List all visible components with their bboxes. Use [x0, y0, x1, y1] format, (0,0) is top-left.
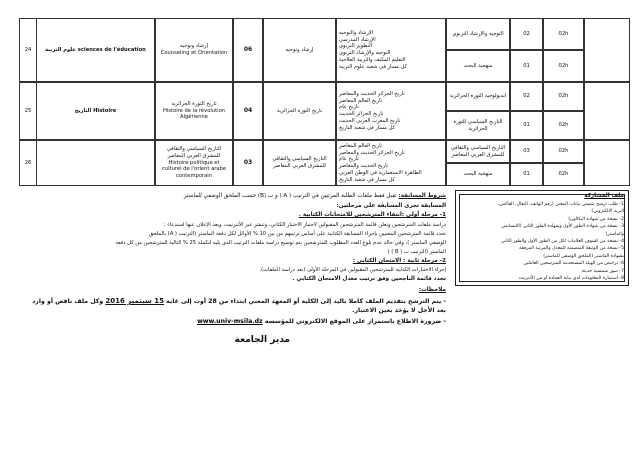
test-coef-cell: [510, 140, 543, 163]
test-name: ايديولوجية الثورة الجزائرية: [449, 93, 507, 100]
test-name-cell: [446, 82, 510, 111]
application-file-item: بشهادة الماستر (الملحق الوصفي للماستر): [543, 253, 624, 259]
test-duration: 02h: [558, 30, 569, 37]
conditions-title: شروط المسابقة:: [398, 193, 446, 199]
application-file-box: [455, 190, 629, 286]
test-name-cell: [446, 111, 510, 140]
row-number-cell: [19, 140, 37, 186]
test-duration-cell: [543, 140, 584, 163]
note-1-line: [32, 297, 446, 305]
test-duration-cell: [543, 18, 584, 50]
subject-item: تاريخ عام: [339, 156, 359, 163]
test-duration: 02h: [558, 171, 569, 178]
test-duration: 02h: [558, 62, 569, 69]
test-name: التاريخ السياسي والثقافي للمشرق العربي المعاصر: [450, 144, 506, 158]
row-number: 25: [24, 107, 32, 114]
test-name-cell: [446, 18, 510, 50]
stage1-line-1: دراسة ملفات المترشحين وتعلن قائمة المترشحين المقبولين لاجتياز الاختبار الكتابي، وتنشر عبر الأنترنيت، ويعد الإعلان عنها استدعاء :: [163, 222, 446, 228]
test-coef-cell: [510, 18, 543, 50]
application-file-item: 8- استمارة المعلومات لدى نيابة العمادة أو من الأنترنيت: [518, 276, 624, 281]
specialty-ar: إرشاد وتوجيه: [179, 43, 208, 50]
row-number: 24: [24, 46, 32, 53]
subject-item: تاريخ الجزائر الحديث: [339, 111, 384, 117]
note-1-continued: بعد الأجل لا يؤخذ بعين الاعتبار.: [352, 307, 446, 314]
application-file-item: 4- نسخة من كشوف العلامات لكل من الطور الأول والطور الثاني: [501, 239, 624, 244]
places-count: 04: [243, 107, 253, 115]
subject-item: تاريخ عام: [339, 104, 359, 111]
application-file-item: 3- نسخة من شهادة الطور الأول وشهادة الطور الثاني (الليسانس: [501, 224, 624, 230]
places-cell: [233, 18, 263, 82]
subjects-cell: [336, 18, 446, 82]
row-number-cell: [19, 18, 37, 82]
subject-item: تاريخ الجزائر الحديث والمعاصر: [339, 90, 405, 97]
master-name: إرشاد وتوجيه: [285, 46, 314, 53]
stage2-body: إجراء الاختبارات الكتابية للمترشحين المقبولين في المرحلة الأولى (بعد دراسة الملفات).: [259, 267, 446, 273]
subjects-cell: [336, 140, 446, 186]
subject-item: تاريخ المغرب العربي الحديث: [339, 117, 401, 124]
test-duration-cell: [543, 111, 584, 140]
test-coef: 02: [523, 30, 530, 37]
right-margin-cell: [584, 18, 630, 82]
subject-item: كل مسار في شعبة التاريخ: [339, 124, 395, 131]
test-coef: 01: [523, 171, 530, 178]
test-name-cell: [446, 140, 510, 163]
test-name: منهجية البحث: [463, 171, 493, 178]
website-link[interactable]: www.univ-msila.dz: [197, 318, 263, 325]
test-coef-cell: [510, 163, 543, 186]
test-coef-cell: [510, 50, 543, 82]
stage1-line-4: الماستر (الترتيب ب ( B ) ): [387, 249, 446, 255]
master-name: تاريخ الثورة الجزائرية: [276, 107, 323, 114]
domain-cell: [37, 18, 155, 82]
ranking-note: تحدد قائمة الناجحين وفق ترتيب معدل الامتحان الكتابي .: [292, 276, 446, 282]
application-file-item: 6- ترخيص من الهيئة المستخدمة للمترشحين العاملين: [523, 261, 624, 267]
application-file-item: 5- نسخة من الوثيقة المتضمنة للمعدل والمرتبة المرفقة: [519, 246, 624, 252]
subject-item: التعليم المكيف والتربية العلاجية: [339, 56, 406, 63]
specialty-ar: تاريخ الثورة الجزائرية: [171, 100, 217, 107]
stage1-line-2: تحدد قائمة المترشحين المعنيين بإجراء المسابقة الكتابية على أساس ترتيبهم من بين 10 % الأوائل لكل دفعة الماستر (الترتيب ( A) بالملحق: [149, 231, 446, 237]
conditions-line: [184, 193, 446, 199]
subject-item: الإرشاد المدرسي: [339, 36, 376, 43]
note-1-deadline: 15 سبتمبر 2016: [105, 297, 165, 305]
application-file-item: 2- نسخة من شهادة البكالوريا: [568, 216, 624, 222]
specialty-ar: التاريخ السياسي والثقافي للمشرق العربي المعاصر: [166, 146, 222, 159]
subject-item: تاريخ الحديث والمعاصر: [339, 163, 389, 169]
test-coef: 01: [523, 62, 530, 69]
application-file-item: البريد الالكتروني): [591, 209, 624, 215]
test-name-cell: [446, 163, 510, 186]
test-name: التوجيه والإرشاد التربوي: [452, 30, 504, 37]
test-coef-cell: [510, 82, 543, 111]
specialty-fr: Counseling et Orientation: [160, 50, 228, 56]
subject-item: تاريخ العالم المعاصر: [339, 142, 383, 149]
master-cell: [263, 140, 336, 186]
subject-item: الإرشاد والتوجيه: [339, 29, 374, 36]
application-file-item: 1- طلب ترشح يتضمن بيانات المعني (رقم الهاتف، النقال، الفاكس،: [497, 202, 624, 207]
right-margin-cell: [584, 82, 630, 140]
places-cell: [233, 140, 263, 186]
subject-item: تاريخ العالم المعاصر: [339, 97, 383, 104]
signature-title: مدير الجامعة: [234, 335, 290, 345]
note-1-part-a: - يتم الترشح بتقديم الملف كاملا باليد إلى الكلية أو المعهد المعني ابتداء من 28 أوت إلى غاية: [166, 298, 446, 305]
test-coef: 02: [523, 93, 530, 100]
test-duration-cell: [543, 50, 584, 82]
domain-cell: [37, 82, 155, 140]
test-name-cell: [446, 50, 510, 82]
row-number: 26: [24, 159, 32, 166]
application-file-item: 7- صور شمسية حديثة: [581, 268, 624, 274]
test-name: التاريخ السياسي للثورة الجزائرية: [453, 118, 503, 132]
note-1-part-b: وكل ملف ناقص أو وارد: [32, 298, 104, 305]
specialty-fr: Histoire de la révolution Algérienne: [162, 107, 226, 121]
subject-item: كل مسار في شعبة علوم التربية: [339, 63, 408, 70]
specialty-cell: [155, 140, 233, 186]
domain-name: علوم التربية sciences de l'éducation: [45, 46, 146, 53]
test-duration: 02h: [558, 148, 569, 155]
specialty-cell: [155, 82, 233, 140]
test-duration: 02h: [558, 122, 569, 129]
notes-title: ملاحظات:: [418, 287, 446, 293]
places-cell: [233, 82, 263, 140]
specialty-fr: Histoire politique et culturel de l'orient arabe contemporain: [161, 159, 227, 180]
test-duration: 02h: [558, 93, 569, 100]
test-name: منهجية البحث: [463, 62, 493, 69]
conditions-body: تقبل فقط ملفات الطلبة المرتبين في الترتيب ( A ) و ب (B) حسب الملحق الوصفي للماستر: [183, 193, 397, 199]
subject-item: كل مسار في شعبة التاريخ: [339, 176, 395, 183]
domain-name: التاريخ Histoire: [74, 107, 117, 114]
row-number-cell: [19, 82, 37, 140]
places-count: 06: [243, 46, 253, 54]
note-2-line: [197, 318, 446, 325]
subjects-cell: [336, 82, 446, 140]
master-cell: [263, 82, 336, 140]
subject-item: الظاهرة الاستعمارية في الوطن العربي: [339, 169, 422, 176]
note-2-text: - ضرورة الاطلاع باستمرار على الموقع الالكتروني للمؤسسة: [264, 318, 446, 325]
test-duration-cell: [543, 82, 584, 111]
subject-item: تاريخ الجزائر الحديث والمعاصر: [339, 149, 405, 156]
stages-title: المسابقة تجرى المسابقة على مرحلتين:: [336, 203, 446, 209]
master-name: التاريخ السياسي والثقافي للمشرق العربي المعاصر: [272, 156, 327, 169]
specialty-cell: [155, 18, 233, 82]
stage1-line-3: الوصفي الماستر )، وفي حالة عدم بلوغ العدد المطلوب للمترشحين يتم توسيع دراسة ملفات الترتيب الذي يليه لتكملة 25 % التالية للمترشحين من كل دفعة: [115, 240, 446, 246]
stage2-title: 2- مرحلة ثانية : الامتحان الكتابي :: [352, 258, 446, 264]
subject-item: التطوير التربوي: [339, 43, 373, 50]
test-coef: 01: [523, 122, 530, 129]
application-file-item: والماستر): [605, 231, 624, 237]
right-margin-cell: [584, 140, 630, 186]
master-cell: [263, 18, 336, 82]
stage1-title: 1- مرحلة أولى :انتقاء المترشحين للامتحانات الكتابية .: [298, 212, 446, 218]
domain-cell: [37, 140, 155, 186]
places-count: 03: [243, 159, 253, 167]
test-coef-cell: [510, 111, 543, 140]
test-coef: 03: [523, 148, 530, 155]
test-duration-cell: [543, 163, 584, 186]
subject-item: التوجيه والإرشاد التربوي: [339, 50, 391, 56]
application-file-title: ملف المشاركة: [584, 193, 624, 199]
